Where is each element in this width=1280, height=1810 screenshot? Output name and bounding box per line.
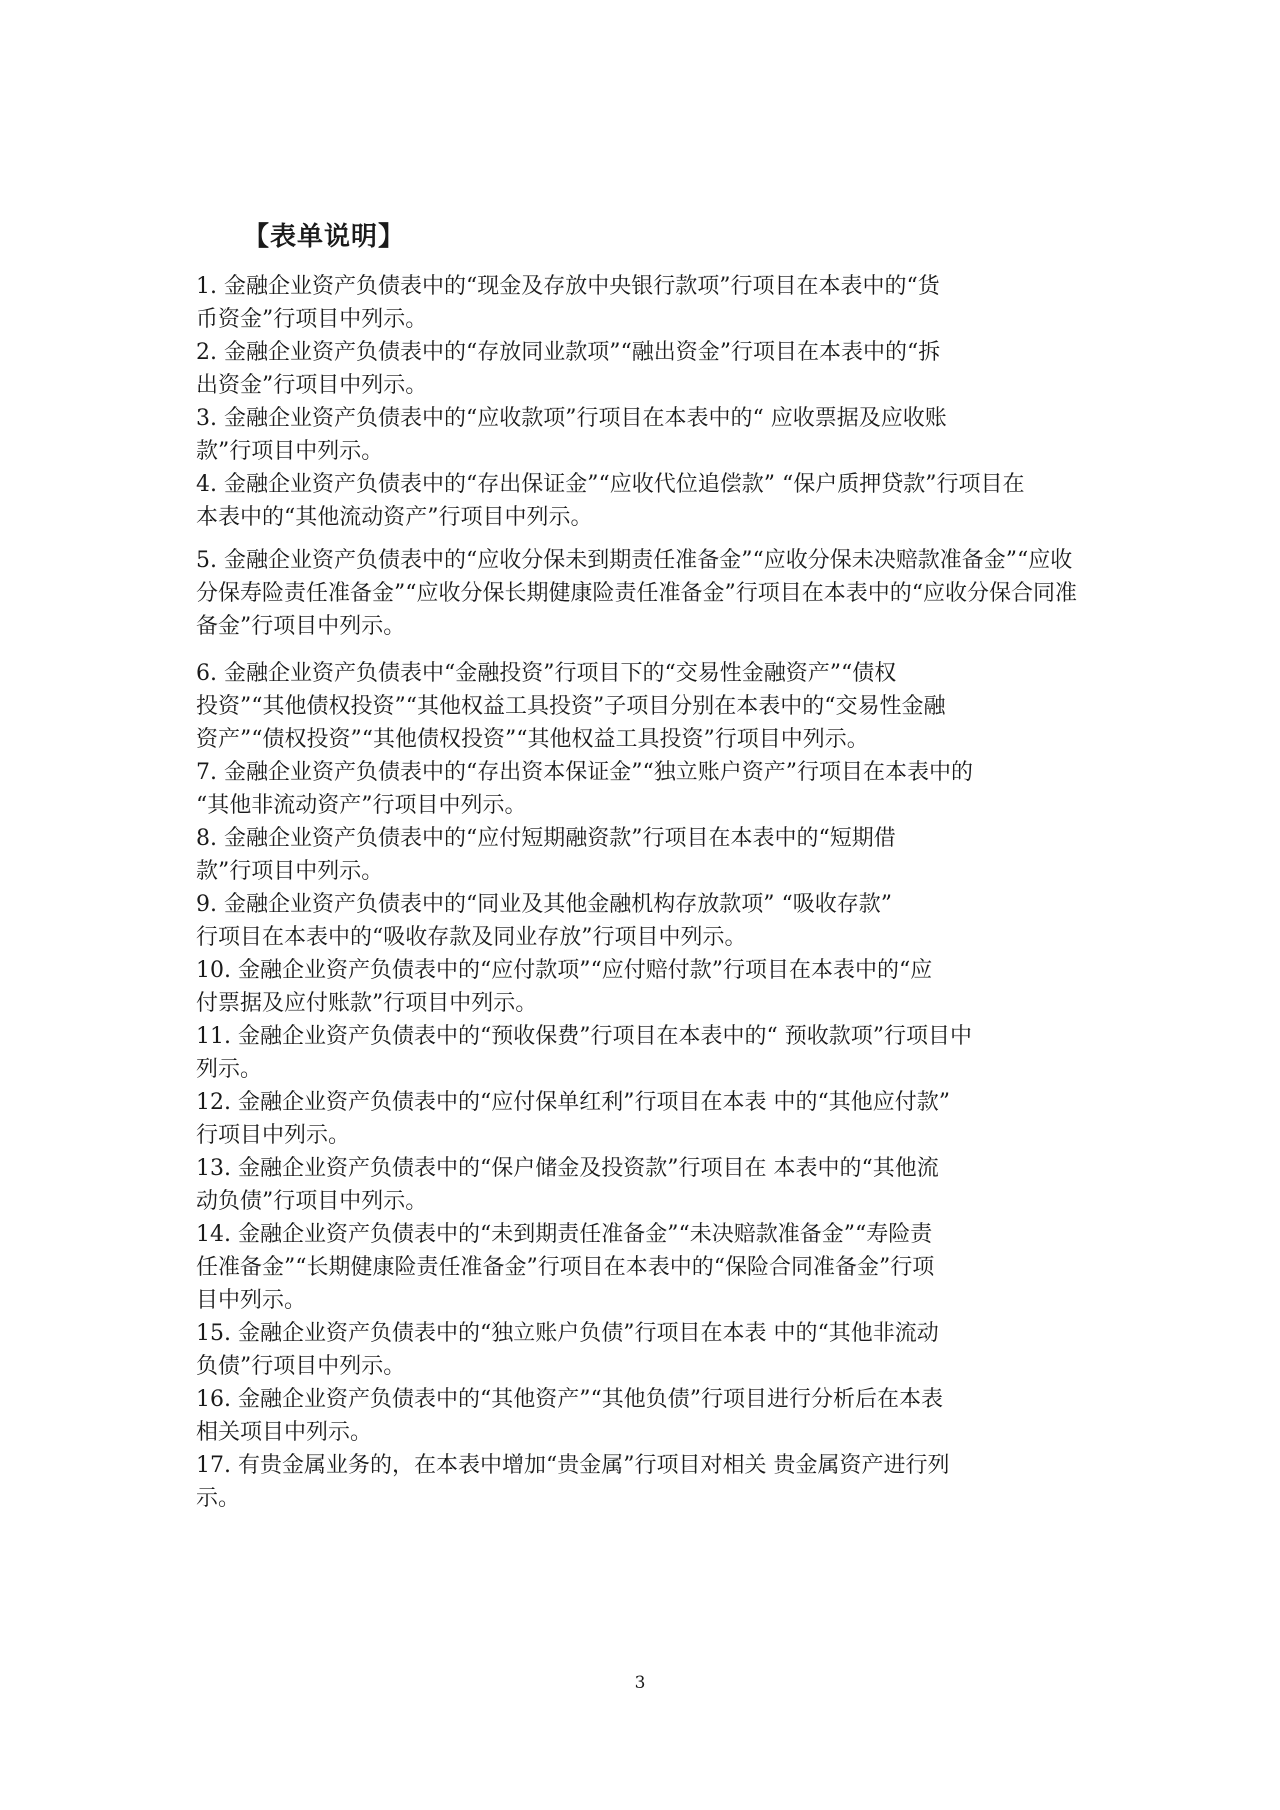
note-item: 17. 有贵金属业务的，在本表中增加“贵金属”行项目对相关 贵金属资产进行列 示。 [196,1453,950,1511]
note-item: 11. 金融企业资产负债表中的“预收保费”行项目在本表中的“ 预收款项”行项目中 列示。 [196,1024,972,1082]
note-item: 6. 金融企业资产负债表中“金融投资”行项目下的“交易性金融资产”“债权 投资”“其他债权投资”“其他权益工具投资”子项目分别在本表中的“交易性金融 资产”“债权投资”“其他债权投资”“其他权益工具投资”行项目中列示。 [196,661,946,752]
note-item: 15. 金融企业资产负债表中的“独立账户负债”行项目在本表 中的“其他非流动 负债”行项目中列示。 [196,1321,939,1379]
page-number: 3 [634,1673,646,1693]
note-item: 4. 金融企业资产负债表中的“存出保证金”“应收代位追偿款” “保户质押贷款”行项目在 本表中的“其他流动资产”行项目中列示。 [196,472,1025,530]
note-item: 1. 金融企业资产负债表中的“现金及存放中央银行款项”行项目在本表中的“货 币资金”行项目中列示。 [196,274,940,332]
note-item: 9. 金融企业资产负债表中的“同业及其他金融机构存放款项” “吸收存款” 行项目在本表中的“吸收存款及同业存放”行项目中列示。 [196,892,892,950]
note-item: 14. 金融企业资产负债表中的“未到期责任准备金”“未决赔款准备金”“寿险责 任准备金”“长期健康险责任准备金”行项目在本表中的“保险合同准备金”行项 目中列示。 [196,1222,935,1313]
note-item: 7. 金融企业资产负债表中的“存出资本保证金”“独立账户资产”行项目在本表中的 “其他非流动资产”行项目中列示。 [196,760,973,818]
notes-list [196,270,1096,1515]
note-item: 12. 金融企业资产负债表中的“应付保单红利”行项目在本表 中的“其他应付款” 行项目中列示。 [196,1090,950,1148]
section-heading: 【表单说明】 [243,222,406,252]
note-item: 10. 金融企业资产负债表中的“应付款项”“应付赔付款”行项目在本表中的“应 付票据及应付账款”行项目中列示。 [196,958,933,1016]
note-item: 13. 金融企业资产负债表中的“保户储金及投资款”行项目在 本表中的“其他流 动负债”行项目中列示。 [196,1156,939,1214]
note-item: 16. 金融企业资产负债表中的“其他资产”“其他负债”行项目进行分析后在本表 相关项目中列示。 [196,1387,943,1445]
note-item: 2. 金融企业资产负债表中的“存放同业款项”“融出资金”行项目在本表中的“拆 出资金”行项目中列示。 [196,340,941,398]
note-item: 8. 金融企业资产负债表中的“应付短期融资款”行项目在本表中的“短期借 款”行项目中列示。 [196,826,896,884]
note-item: 3. 金融企业资产负债表中的“应收款项”行项目在本表中的“ 应收票据及应收账 款”行项目中列示。 [196,406,947,464]
note-item: 5. 金融企业资产负债表中的“应收分保未到期责任准备金”“应收分保未决赔款准备金”“应收 分保寿险责任准备金”“应收分保长期健康险责任准备金”行项目在本表中的“应收分保合同准 备金”行项目中列示。 [196,548,1077,639]
